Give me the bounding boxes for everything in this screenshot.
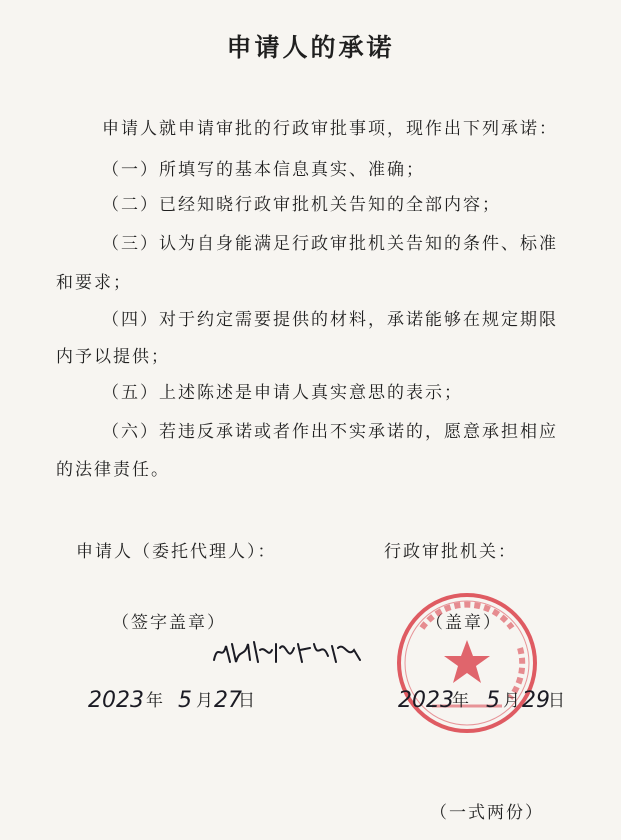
official-seal — [392, 588, 542, 738]
applicant-label: 申请人（委托代理人）： — [76, 542, 277, 562]
applicant-date-day: 27 — [214, 688, 242, 713]
commitment-item-6: （六）若违反承诺或者作出不实承诺的，愿意承担相应 — [102, 422, 558, 442]
intro-paragraph: 申请人就申请审批的行政审批事项，现作出下列承诺： — [102, 119, 558, 139]
applicant-date-month-char: 月 — [196, 691, 215, 711]
authority-date-month: 5 — [486, 688, 500, 713]
commitment-item-4: （四）对于约定需要提供的材料，承诺能够在规定期限 — [102, 310, 558, 330]
authority-label: 行政审批机关： — [384, 542, 517, 562]
commitment-item-4-continued: 内予以提供； — [56, 347, 170, 367]
authority-date-month-char: 月 — [503, 691, 522, 711]
applicant-signature-scribble — [210, 632, 370, 672]
commitment-item-2: （二）已经知晓行政审批机关告知的全部内容； — [102, 195, 501, 215]
authority-date-year-char: 年 — [452, 691, 471, 711]
commitment-item-1: （一）所填写的基本信息真实、准确； — [102, 160, 425, 180]
commitment-item-3: （三）认为自身能满足行政审批机关告知的条件、标准 — [102, 234, 558, 254]
commitment-item-5: （五）上述陈述是申请人真实意思的表示； — [102, 383, 463, 403]
commitment-item-3-continued: 和要求； — [56, 273, 132, 293]
applicant-date-year: 2023 — [88, 688, 144, 713]
sign-note: （签字盖章） — [112, 613, 226, 633]
copies-note: （一式两份） — [430, 803, 544, 823]
seal-note: （盖章） — [426, 613, 502, 633]
authority-date-day: 29 — [522, 688, 550, 713]
applicant-date-year-char: 年 — [146, 691, 165, 711]
applicant-date-month: 5 — [178, 688, 192, 713]
authority-date-day-char: 日 — [548, 691, 567, 711]
applicant-date-day-char: 日 — [238, 691, 257, 711]
commitment-item-6-continued: 的法律责任。 — [56, 460, 170, 480]
document-title: 申请人的承诺 — [226, 33, 395, 62]
authority-date-year: 2023 — [398, 688, 454, 713]
